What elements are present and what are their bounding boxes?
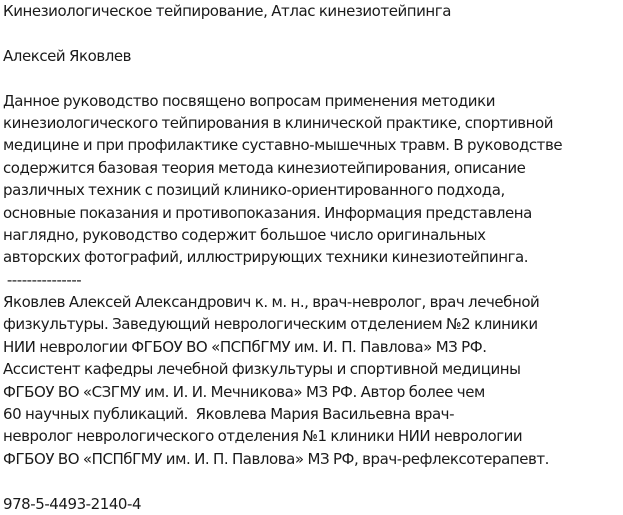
separator-line: --------------- [3,270,82,289]
spacer [3,22,623,44]
spacer [3,67,623,89]
description-line: наглядно, руководство содержит большое число оригинальных [3,225,486,244]
isbn-number: 978-5-4493-2140-4 [3,494,142,513]
description-line: содержится базовая теория метода кинезиотейпирования, описание [3,158,526,177]
spacer [3,470,623,492]
bio-line: ФГБОУ ВО «ПСПбГМУ им. И. П. Павлова» МЗ РФ, врач-рефлексотерапевт. [3,449,550,468]
description-line: основные показания и противопоказания. Информация представлена [3,203,532,222]
bio-line: Яковлев Алексей Александрович к. м. н., врач-невролог, врач лечебной [3,293,540,312]
bio-line: 60 научных публикаций. Яковлева Мария Васильевна врач- [3,405,455,424]
description-line: авторских фотографий, иллюстрирующих техники кинезиотейпинга. [3,248,529,267]
author-name: Алексей Яковлев [3,46,132,65]
bio-line: ФГБОУ ВО «СЗГМУ им. И. И. Мечникова» МЗ РФ. Автор более чем [3,382,485,401]
bio-line: физкультуры. Заведующий неврологическим отделением №2 клиники [3,315,538,334]
description-paragraph [3,90,623,269]
author-bio-paragraph [3,291,623,470]
document-body [3,0,623,515]
description-line: различных техник с позиций клинико-ориентированного подхода, [3,181,505,200]
description-line: кинезиологического тейпирования в клинической практике, спортивной [3,113,554,132]
bio-line: Ассистент кафедры лечебной физкультуры и спортивной медицины [3,360,521,379]
bio-line: невролог неврологического отделения №1 клиники НИИ неврологии [3,427,523,446]
book-title: Кинезиологическое тейпирование, Атлас кинезиотейпинга [3,2,451,20]
description-line: Данное руководство посвящено вопросам применения методики [3,91,495,110]
description-line: медицине и при профилактике суставно-мышечных травм. В руководстве [3,136,563,155]
bio-line: НИИ неврологии ФГБОУ ВО «ПСПбГМУ им. И. П. Павлова» МЗ РФ. [3,337,487,356]
